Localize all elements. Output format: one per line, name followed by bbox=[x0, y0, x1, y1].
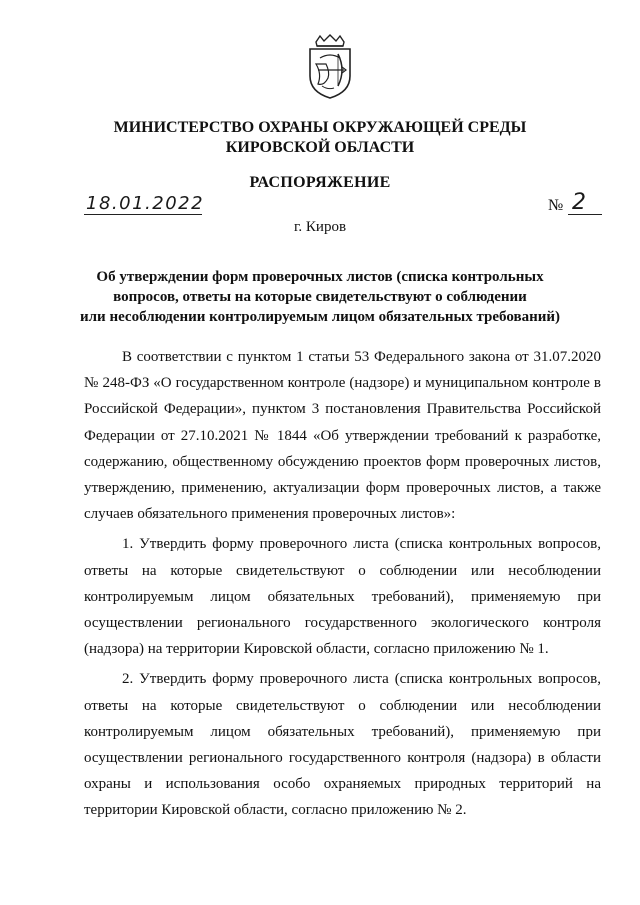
number-underline bbox=[568, 214, 602, 215]
ministry-title bbox=[40, 118, 600, 158]
subject-line-1: Об утверждении форм проверочных листов (списка контрольных bbox=[96, 269, 544, 285]
document-type: РАСПОРЯЖЕНИЕ bbox=[249, 174, 391, 191]
ministry-line-1: МИНИСТЕРСТВО ОХРАНЫ ОКРУЖАЮЩЕЙ СРЕДЫ bbox=[113, 119, 527, 136]
subject-line-2: вопросов, ответы на которые свидетельствуют о соблюдении bbox=[113, 289, 527, 305]
document-subject bbox=[50, 267, 590, 327]
document-date bbox=[84, 193, 205, 217]
date-handwritten: 18.01.2022 bbox=[86, 193, 205, 214]
subject-line-3: или несоблюдении контролируемым лицом обязательных требований) bbox=[80, 309, 560, 325]
ministry-line-2: КИРОВСКОЙ ОБЛАСТИ bbox=[225, 139, 415, 156]
preamble-paragraph: В соответствии с пунктом 1 статьи 53 Федерального закона от 31.07.2020 № 248-ФЗ «О государственном контроле (надзоре) и муниципальном контроле в Российской Федерации», пунктом 3 постановления Правительства Российской Федерации от 27.10.2021 № 1844 «Об утверждении требований к разработке, содержанию, общественному обсуждению проектов форм проверочных листов, утверждению, применению, актуализации форм проверочных листов, а также случаев обязательного применения проверочных листов»: bbox=[84, 349, 601, 523]
item-1-paragraph: 1. Утвердить форму проверочного листа (списка контрольных вопросов, ответы на которые свидетельствуют о соблюдении или несоблюдении контролируемым лицом обязательных требований), применяемую при осуществлении регионального государственного экологического контроля (надзора) на территории Кировской области, согласно приложению № 1. bbox=[84, 536, 601, 658]
document-body bbox=[84, 344, 601, 824]
coat-of-arms-graphic bbox=[302, 34, 358, 100]
document-number bbox=[540, 190, 604, 218]
item-2-paragraph: 2. Утвердить форму проверочного листа (списка контрольных вопросов, ответы на которые свидетельствуют о соблюдении или несоблюдении контролируемым лицом обязательных требований), применяемую при осуществлении регионального государственного контроля (надзора) в области охраны и использования особо охраняемых природных территорий на территории Кировской области, согласно приложению № 2. bbox=[84, 671, 601, 819]
date-underline bbox=[84, 214, 202, 215]
kirov-coat-of-arms-icon bbox=[302, 34, 358, 100]
number-sign: № bbox=[548, 197, 564, 214]
city: г. Киров bbox=[293, 219, 347, 235]
number-handwritten: 2 bbox=[572, 190, 586, 215]
